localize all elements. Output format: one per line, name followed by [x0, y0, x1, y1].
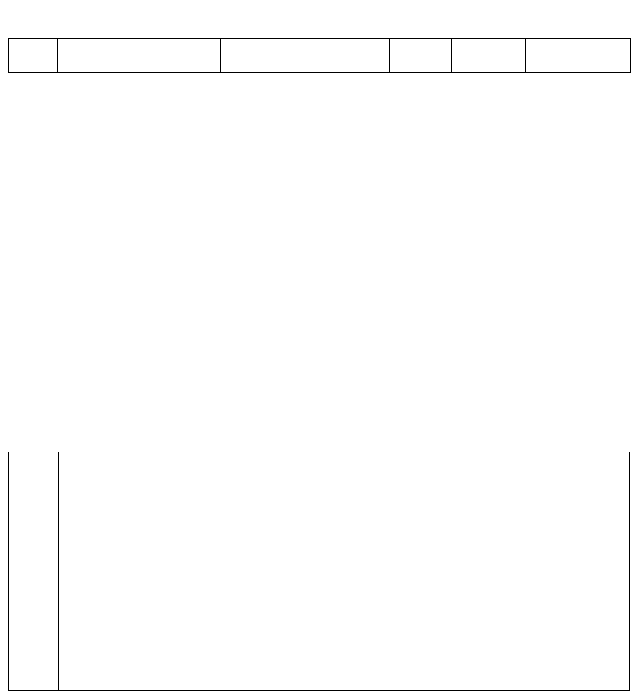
header-price	[452, 39, 526, 73]
header-spec	[221, 39, 390, 73]
table-header-row	[9, 39, 631, 73]
header-name	[58, 39, 221, 73]
notes-box	[8, 452, 630, 691]
page-title	[0, 4, 638, 34]
header-note	[526, 39, 631, 73]
header-no	[9, 39, 58, 73]
notes-list	[58, 452, 629, 690]
header-unit	[390, 39, 452, 73]
price-table	[8, 38, 631, 73]
